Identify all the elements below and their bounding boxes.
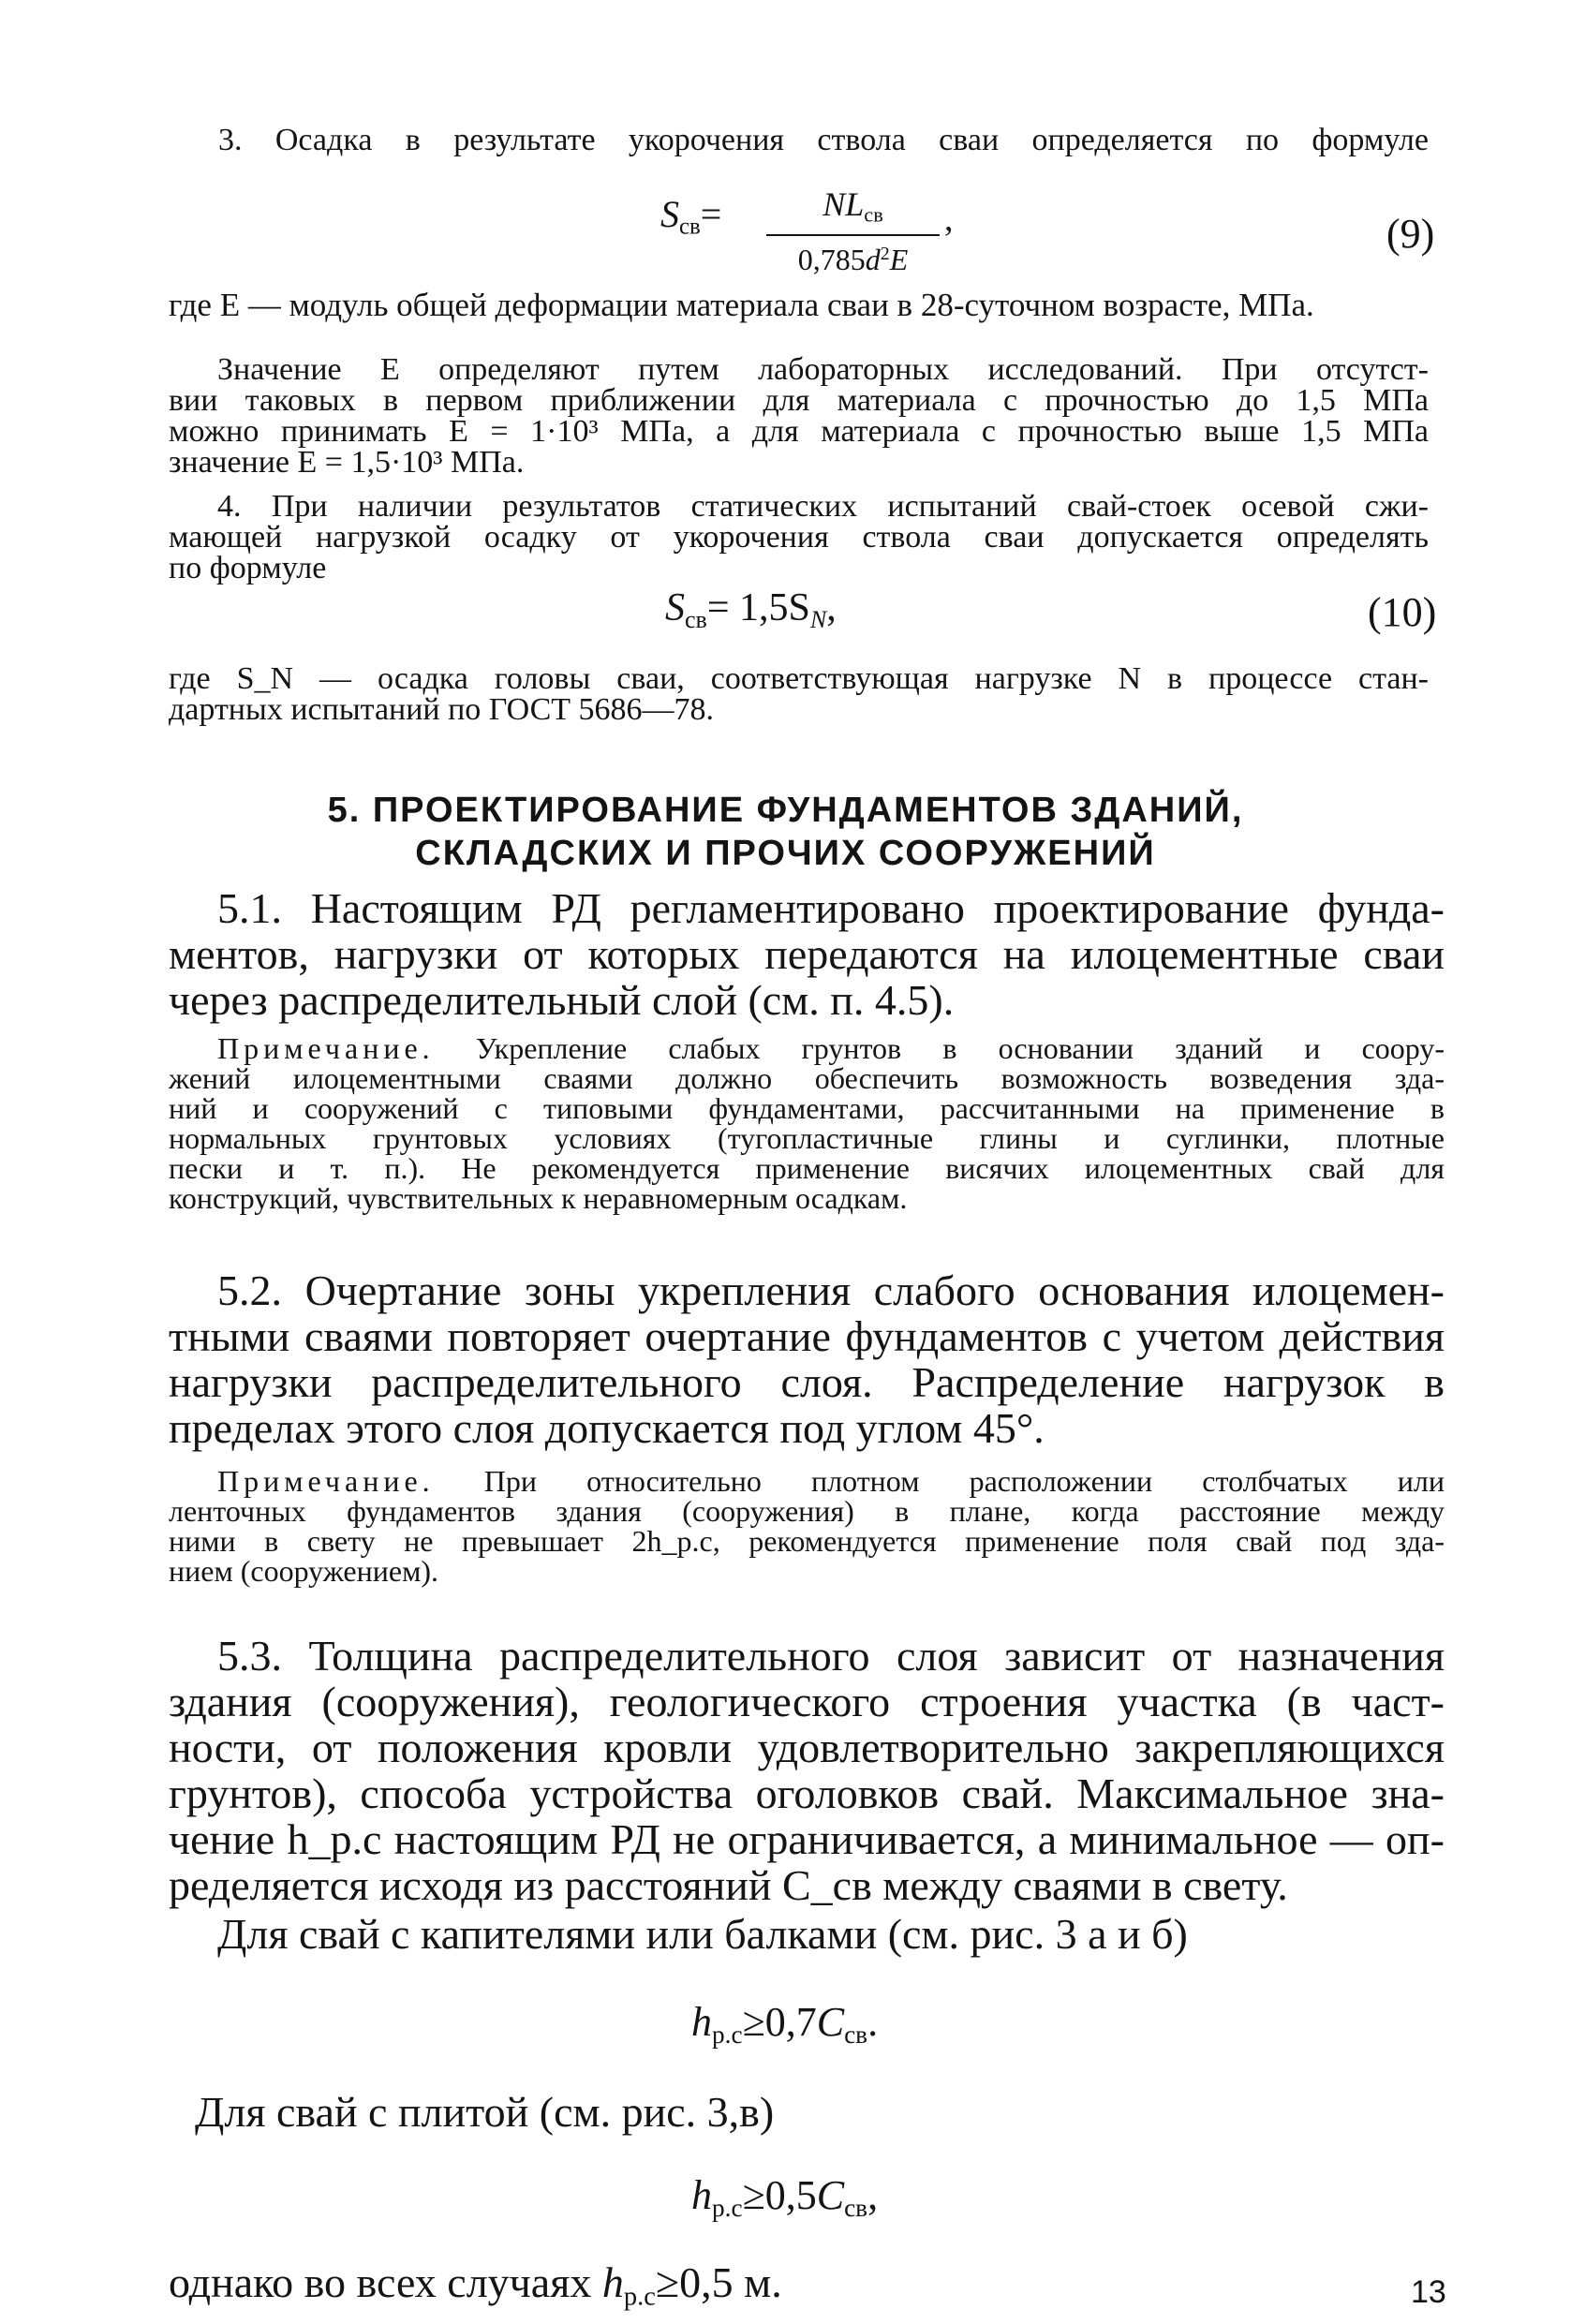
paragraph-5-3-line: ности, от положения кровли удовлетворительно закрепляющихся xyxy=(169,1724,1445,1771)
paragraph-5-2-line: тными сваями повторяет очертание фундаментов с учетом действия xyxy=(169,1312,1445,1360)
section-heading-line-2: СКЛАДСКИХ И ПРОЧИХ СООРУЖЕНИЙ xyxy=(415,834,1156,873)
fraction-bar xyxy=(766,234,940,236)
paragraph-5-2 xyxy=(169,1267,1445,1451)
formula-9-number: (9) xyxy=(1386,211,1435,257)
where-sn-line: дартных испытаний по ГОСТ 5686—78. xyxy=(169,692,715,727)
e-value-line: вии таковых в первом приближении для материала с прочностью до 1,5 МПа xyxy=(169,383,1429,418)
paragraph-5-1-line: 5.1. Настоящим РД регламентировано проектирование фунда- xyxy=(217,884,1445,932)
paragraph-5-2-line: 5.2. Очертание зоны укрепления слабого основания илоцемен- xyxy=(217,1266,1445,1314)
paragraph-5-3-line: грунтов), способа устройства оголовков свай. Максимальное зна- xyxy=(169,1769,1445,1817)
slab-text: Для свай с плитой (см. рис. 3,в) xyxy=(195,2088,775,2136)
note-1-line: жений илоцементными сваями должно обеспечить возможность возведения зда- xyxy=(169,1061,1445,1095)
formula-9-numerator: $NL_{св}$ xyxy=(823,185,883,227)
paragraph-3 xyxy=(218,125,1429,155)
formula-caps: $h_{р.с}\ge 0,7C_{св}$. xyxy=(691,1999,879,2050)
e-value-paragraph xyxy=(169,354,1429,478)
paragraph-5-3-line: чение h_р.с настоящим РД не ограничивается, а минимальное — оп- xyxy=(169,1815,1445,1863)
formula-9-denominator: $0,785d^2E$ xyxy=(797,242,909,276)
note-1 xyxy=(169,1033,1445,1213)
formula-10: $S_{св}= 1,5S_N$, xyxy=(665,586,837,633)
e-value-line: Значение E определяют путем лабораторных исследований. При отсутст- xyxy=(217,352,1429,387)
all-cases-text: однако во всех случаях $h_{р.с}\ge 0,5$ м. xyxy=(169,2258,782,2312)
paragraph-5-3 xyxy=(169,1633,1445,1908)
note-1-line: ний и сооружений с типовыми фундаментами, рассчитанными на применение в xyxy=(169,1091,1445,1125)
note-2-first-line: Примечание. При относительно плотном расположении столбчатых или xyxy=(217,1464,1445,1498)
note-1-first-line: Примечание. Укрепление слабых грунтов в основании зданий и соору- xyxy=(217,1031,1445,1065)
paragraph-4 xyxy=(169,491,1429,584)
paragraph-4-line: по формуле xyxy=(169,551,327,585)
where-sn xyxy=(169,663,1429,725)
paragraph-3-text: 3. Осадка в результате укорочения ствола сваи определяется по формуле xyxy=(218,123,1429,157)
paragraph-5-3-line: 5.3. Толщина распределительного слоя зависит от назначения xyxy=(217,1632,1445,1680)
formula-9-fraction xyxy=(766,187,940,275)
e-value-line: значение E = 1,5·10³ МПа. xyxy=(169,445,525,480)
note-2-label: Примечание. xyxy=(217,1464,435,1498)
e-value-line: можно принимать E = 1·10³ МПа, а для материала с прочностью выше 1,5 МПа xyxy=(169,414,1429,449)
formula-9-comma: , xyxy=(944,200,954,239)
formula-9-lhs: $S_{св}$ xyxy=(660,193,701,240)
note-2 xyxy=(169,1466,1445,1586)
paragraph-5-3-line: ределяется исходя из расстояний C_св между сваями в свету. xyxy=(169,1861,1288,1909)
formula-9: $S_{св}=$ xyxy=(660,193,722,240)
note-1-line: нормальных грунтовых условиях (тугопластичные глины и суглинки, плотные xyxy=(169,1121,1445,1155)
note-1-line: конструкций, чувствительных к неравномерным осадкам. xyxy=(169,1181,908,1215)
section-heading xyxy=(0,789,1571,875)
paragraph-5-1-line: ментов, нагрузки от которых передаются на илоцементные сваи xyxy=(169,930,1445,978)
where-sn-line: где S_N — осадка головы сваи, соответствующая нагрузке N в процессе стан- xyxy=(169,661,1429,696)
note-2-line: нием (сооружением). xyxy=(169,1554,438,1588)
formula-10-number: (10) xyxy=(1368,589,1437,635)
paragraph-5-2-line: пределах этого слоя допускается под углом 45°. xyxy=(169,1404,1045,1452)
section-heading-line-1: 5. ПРОЕКТИРОВАНИЕ ФУНДАМЕНТОВ ЗДАНИЙ, xyxy=(327,791,1244,830)
note-1-line: пески и т. п.). Не рекомендуется применение висячих илоцементных свай для xyxy=(169,1151,1445,1185)
note-1-label: Примечание. xyxy=(217,1031,435,1065)
paragraph-4-line: 4. При наличии результатов статических испытаний свай-стоек осевой сжи- xyxy=(217,489,1429,524)
paragraph-4-line: мающей нагрузкой осадку от укорочения ствола сваи допускается определять xyxy=(169,520,1429,555)
note-2-line: ними в свету не превышает 2h_р.с, рекомендуется применение поля свай под зда- xyxy=(169,1524,1445,1558)
paragraph-5-2-line: нагрузки распределительного слоя. Распределение нагрузок в xyxy=(169,1358,1445,1406)
paragraph-5-3-line: здания (сооружения), геологического строения участка (в част- xyxy=(169,1678,1445,1725)
paragraph-5-1-line: через распределительный слой (см. п. 4.5). xyxy=(169,976,955,1024)
page-number: 13 xyxy=(1411,2274,1446,2310)
paragraph-5-1 xyxy=(169,885,1445,1023)
caps-text: Для свай с капителями или балками (см. рис. 3 а и б) xyxy=(217,1910,1188,1958)
where-e: где E — модуль общей деформации материала сваи в 28-суточном возрасте, МПа. xyxy=(169,287,1314,323)
formula-slab: $h_{р.с}\ge 0,5C_{св}$, xyxy=(691,2172,879,2223)
note-2-line: ленточных фундаментов здания (сооружения) в плане, когда расстояние между xyxy=(169,1494,1445,1528)
